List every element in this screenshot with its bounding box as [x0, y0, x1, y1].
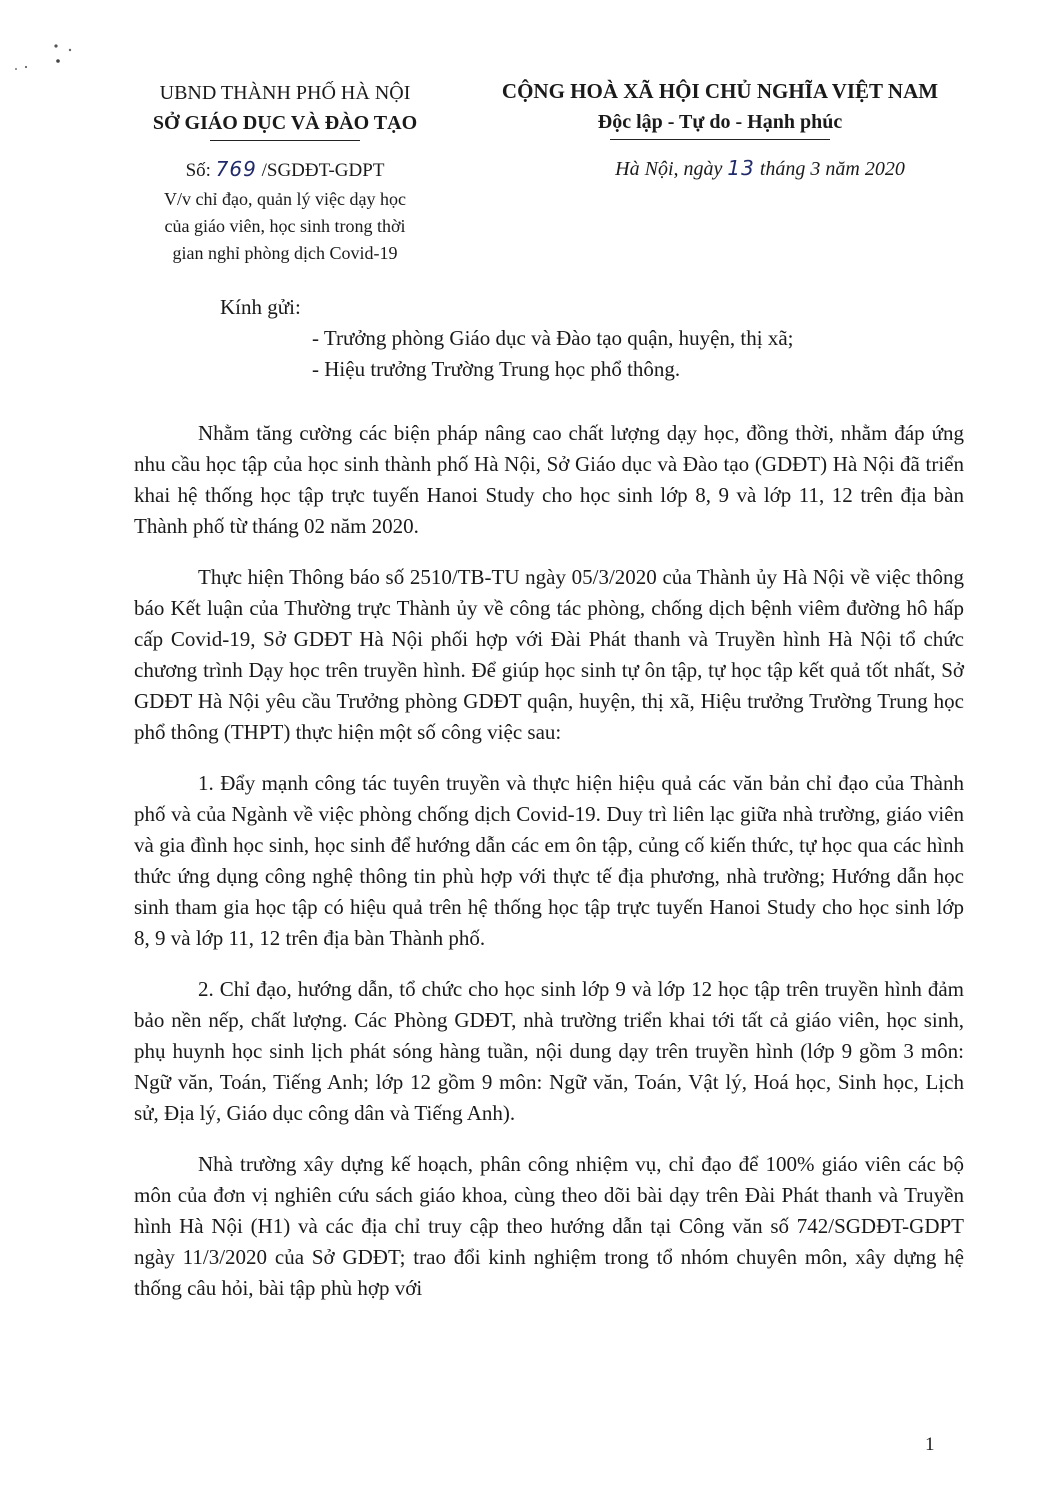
date-day-handwritten: 13	[727, 156, 755, 180]
scan-speck-marks	[8, 40, 78, 80]
document-body	[134, 418, 964, 1324]
document-date	[540, 154, 980, 183]
body-paragraph: Nhằm tăng cường các biện pháp nâng cao chất lượng dạy học, đồng thời, nhằm đáp ứng nhu cầu học tập của học sinh thành phố Hà Nội, Sở Giáo dục và Đào tạo (GDĐT) Hà Nội đã triển khai hệ thống học tập trực tuyến Hanoi Study cho học sinh lớp 8, 9 và lớp 11, 12 trên địa bàn Thành phố từ tháng 02 năm 2020.	[134, 421, 964, 538]
body-paragraph: 1. Đẩy mạnh công tác tuyên truyền và thực hiện hiệu quả các văn bản chỉ đạo của Thành phố và của Ngành về việc phòng chống dịch Covid-19. Duy trì liên lạc giữa nhà trường, giáo viên và gia đình học sinh, học sinh để hướng dẫn các em ôn tập, củng cố kiến thức, tự học qua các hình thức ứng dụng công nghệ thông tin phù hợp với thực tế địa phương, nhà trường; Hướng dẫn học sinh tham gia học tập có hiệu quả trên hệ thống học tập trực tuyến Hanoi Study cho học sinh lớp 8, 9 và lớp 11, 12 trên địa bàn Thành phố.	[134, 771, 964, 950]
document-number-handwritten: 769	[215, 157, 257, 181]
document-number-prefix: Số:	[185, 160, 211, 181]
date-suffix: tháng 3 năm 2020	[759, 158, 905, 180]
document-number-suffix: /SGDĐT-GDPT	[261, 160, 385, 181]
national-motto: Độc lập - Tự do - Hạnh phúc	[597, 111, 843, 133]
org-name-line2: SỞ GIÁO DỤC VÀ ĐÀO TẠO	[152, 112, 418, 134]
page-number: 1	[925, 1434, 935, 1455]
body-paragraph: Thực hiện Thông báo số 2510/TB-TU ngày 05/3/2020 của Thành ủy Hà Nội về việc thông báo Kết luận của Thường trực Thành ủy về công tác phòng, chống dịch bệnh viêm đường hô hấp cấp Covid-19, Sở GDĐT Hà Nội phối hợp với Đài Phát thanh và Truyền hình Hà Nội tổ chức chương trình Dạy học trên truyền hình. Để giúp học sinh tự ôn tập, tự học tập kết quả tốt nhất, Sở GDĐT Hà Nội yêu cầu Trưởng phòng GDĐT quận, huyện, thị xã, Hiệu trưởng Trường Trung học phổ thông (THPT) thực hiện một số công việc sau:	[134, 565, 964, 744]
org-name-line1: UBND THÀNH PHỐ HÀ NỘI	[159, 82, 411, 104]
national-title: CỘNG HOÀ XÃ HỘI CHỦ NGHĨA VIỆT NAM	[501, 79, 939, 103]
subject-line: gian nghỉ phòng dịch Covid-19	[172, 243, 398, 263]
body-paragraph: 2. Chỉ đạo, hướng dẫn, tổ chức cho học sinh lớp 9 và lớp 12 học tập trên truyền hình đảm bảo nền nếp, chất lượng. Các Phòng GDĐT, nhà trường triển khai tới tất cả giáo viên, học sinh, phụ huynh học sinh lịch phát sóng hàng tuần, nội dung dạy trên truyền hình (lớp 9 gồm 3 môn: Ngữ văn, Toán, Tiếng Anh; lớp 12 gồm 9 môn: Ngữ văn, Toán, Vật lý, Hoá học, Sinh học, Lịch sử, Địa lý, Giáo dục công dân và Tiếng Anh).	[134, 977, 964, 1125]
subject-line: V/v chỉ đạo, quản lý việc dạy học	[164, 189, 406, 209]
recipient-item: - Hiệu trưởng Trường Trung học phổ thông.	[312, 357, 681, 381]
subject-line: của giáo viên, học sinh trong thời	[164, 216, 406, 236]
national-heading-block	[455, 76, 985, 140]
issuing-authority-block	[110, 78, 460, 141]
recipient-item: - Trưởng phòng Giáo dục và Đào tạo quận, huyện, thị xã;	[312, 326, 794, 350]
salutation: Kính gửi:	[220, 295, 301, 319]
body-paragraph: Nhà trường xây dựng kế hoạch, phân công nhiệm vụ, chỉ đạo để 100% giáo viên các bộ môn của đơn vị nghiên cứu sách giáo khoa, cùng theo dõi bài dạy trên Đài Phát thanh và Truyền hình Hà Nội (H1) và các địa chỉ truy cập theo hướng dẫn tại Công văn số 742/SGDĐT-GDPT ngày 11/3/2020 của Sở GDĐT; trao đổi kinh nghiệm trong tổ nhóm chuyên môn, xây dựng hệ thống câu hỏi, bài tập phù hợp với	[134, 1152, 964, 1300]
document-number	[110, 155, 460, 185]
document-subject	[110, 186, 460, 267]
date-prefix: Hà Nội, ngày	[615, 158, 723, 180]
motto-underline	[610, 139, 830, 140]
org-underline	[210, 140, 360, 141]
recipients-block	[220, 292, 980, 385]
